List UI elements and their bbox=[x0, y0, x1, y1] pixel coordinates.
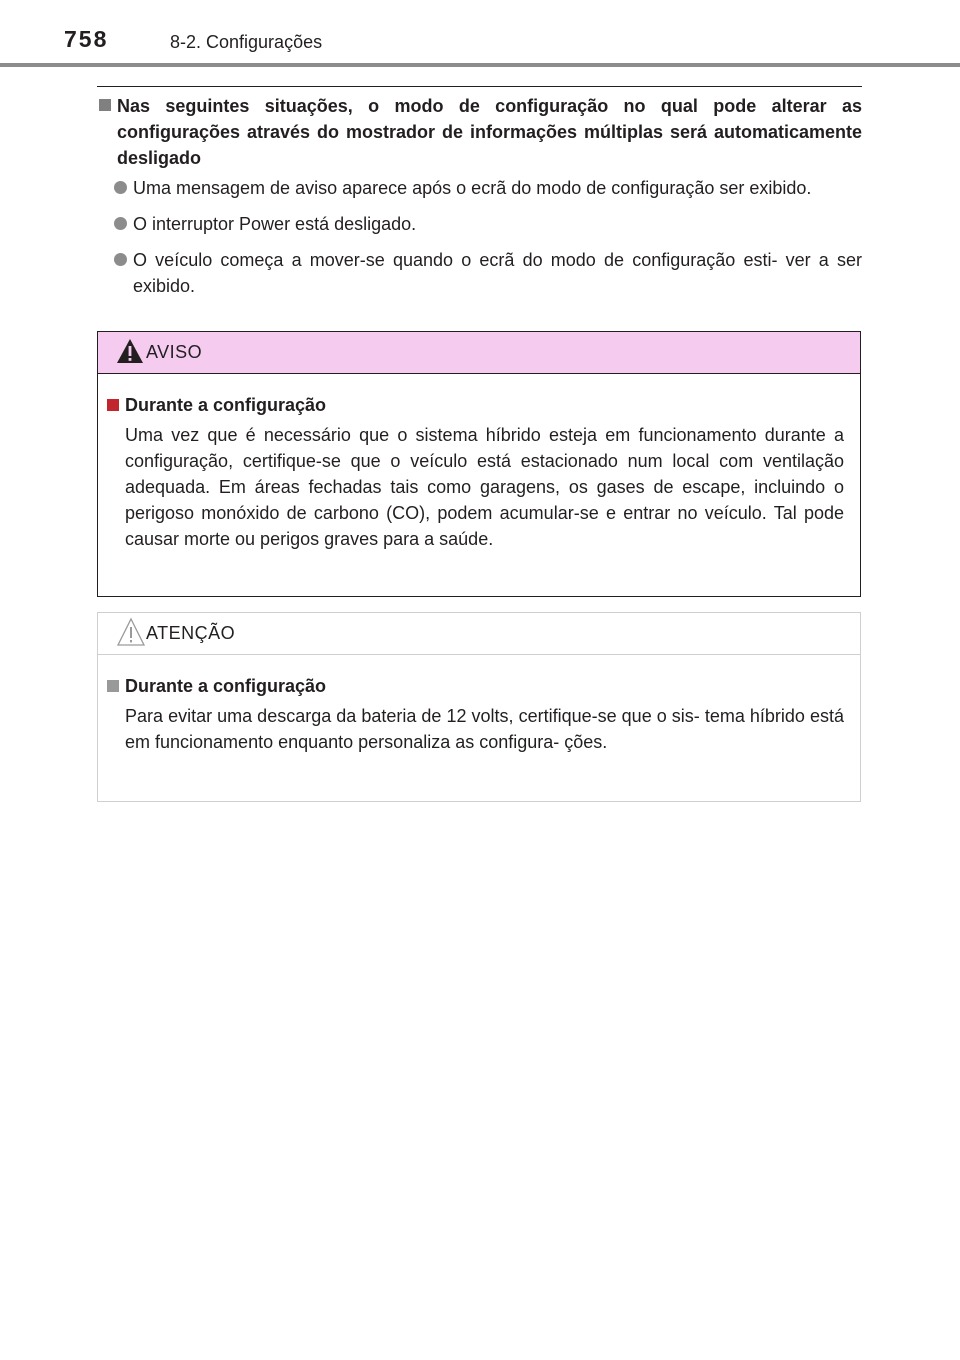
caution-triangle-icon bbox=[116, 617, 146, 647]
list-item bbox=[97, 175, 862, 201]
list-item bbox=[97, 211, 862, 237]
section-title: 8-2. Configurações bbox=[170, 32, 323, 52]
round-bullet-icon bbox=[114, 217, 127, 230]
warning-subheading-text: Durante a configuração bbox=[125, 395, 327, 415]
section-heading bbox=[97, 93, 862, 171]
main-content bbox=[97, 93, 862, 309]
caution-body bbox=[98, 655, 860, 755]
square-bullet-icon bbox=[107, 680, 119, 692]
warning-subheading bbox=[105, 392, 844, 418]
caution-text: Para evitar uma descarga da bateria de 12 volts, certifique-se que o sis- tema híbrido está em funcionamento enquanto personaliza as configura- ções. bbox=[125, 706, 844, 752]
warning-text: Uma vez que é necessário que o sistema híbrido esteja em funcionamento durante a configuração, certifique-se que o veículo está estacionado num local com ventilação adequada. Em áreas fechadas tais como garagens, os gases de escape, incluindo o perigoso monóxido de carbono (CO), podem acumular-se e entrar no veículo. Tal pode causar morte ou perigos graves para a saúde. bbox=[125, 425, 844, 549]
warning-label: AVISO bbox=[146, 342, 203, 362]
square-bullet-icon bbox=[99, 99, 111, 111]
round-bullet-icon bbox=[114, 253, 127, 266]
page-number: 758 bbox=[64, 26, 109, 52]
caution-label: ATENÇÃO bbox=[146, 623, 236, 643]
caution-header bbox=[98, 613, 860, 655]
warning-body bbox=[98, 374, 860, 552]
square-bullet-icon bbox=[107, 399, 119, 411]
round-bullet-icon bbox=[114, 181, 127, 194]
caution-subheading bbox=[105, 673, 844, 699]
list-item bbox=[97, 247, 862, 299]
list-item-text: O veículo começa a mover-se quando o ecrã do modo de configuração esti- ver a ser exibido. bbox=[133, 250, 862, 296]
warning-triangle-icon bbox=[116, 338, 144, 364]
list-item-text: O interruptor Power está desligado. bbox=[133, 214, 417, 234]
header-divider bbox=[0, 63, 960, 67]
caution-box bbox=[97, 612, 861, 802]
section-heading-text: Nas seguintes situações, o modo de configuração no qual pode alterar as configurações através do mostrador de informações múltiplas será automaticamente desligado bbox=[117, 96, 862, 168]
content-divider bbox=[97, 86, 862, 87]
caution-subheading-text: Durante a configuração bbox=[125, 676, 327, 696]
list-item-text: Uma mensagem de aviso aparece após o ecrã do modo de configuração ser exibido. bbox=[133, 178, 812, 198]
bullet-list bbox=[97, 175, 862, 299]
warning-box bbox=[97, 331, 861, 597]
warning-header bbox=[98, 332, 860, 374]
